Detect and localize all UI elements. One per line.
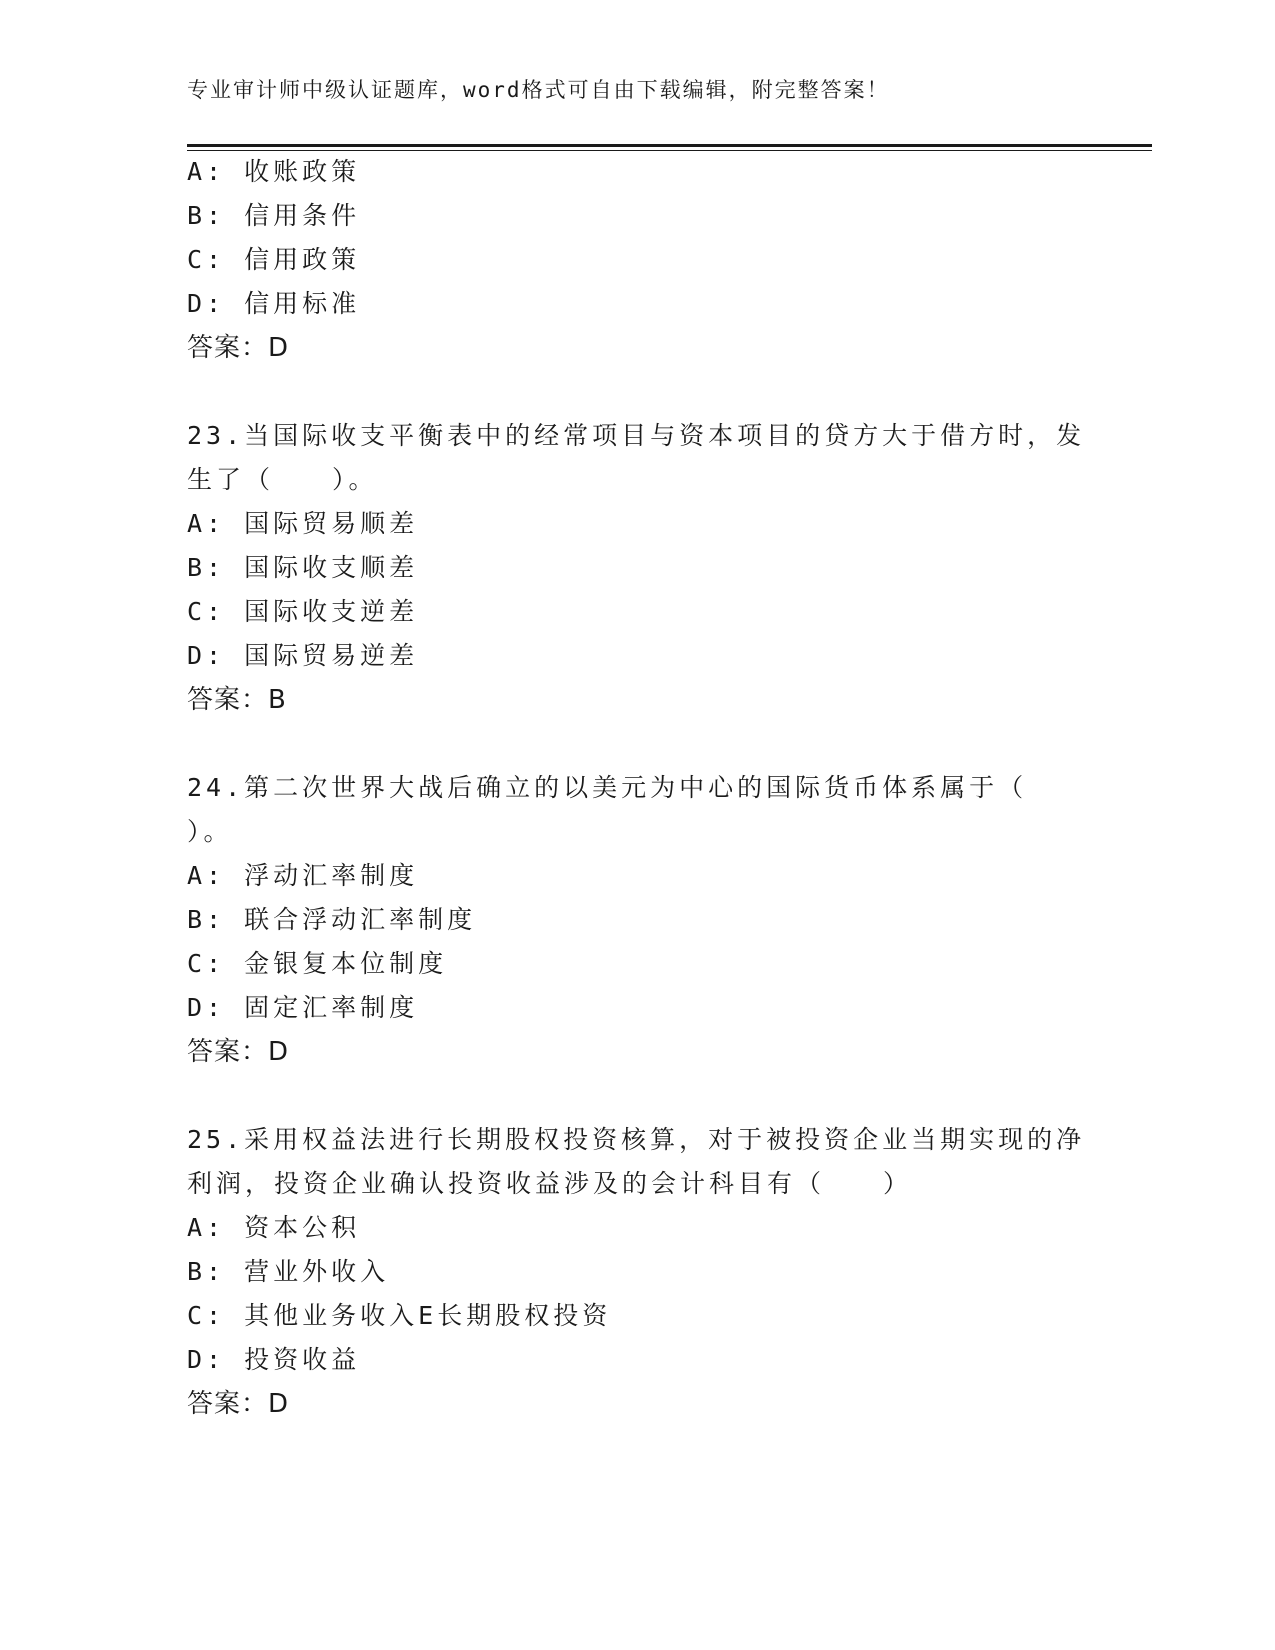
- question-23-line2: 生了（ ）。: [187, 465, 378, 494]
- question-23-line1: 23.当国际收支平衡表中的经常项目与资本项目的贷方大于借方时，发: [187, 421, 1086, 450]
- option-d: D: 国际贸易逆差: [187, 641, 419, 670]
- option-d: D: 投资收益: [187, 1345, 361, 1374]
- option-c: C: 其他业务收入E长期股权投资: [187, 1301, 612, 1330]
- question-24-line1: 24.第二次世界大战后确立的以美元为中心的国际货币体系属于（: [187, 773, 1028, 802]
- answer: 答案：D: [187, 333, 290, 363]
- answer: 答案：D: [187, 1389, 290, 1419]
- option-a: A: 国际贸易顺差: [187, 509, 419, 538]
- option-a: A: 浮动汇率制度: [187, 861, 419, 890]
- option-d: D: 固定汇率制度: [187, 993, 419, 1022]
- option-a: A: 收账政策: [187, 157, 361, 186]
- option-c: C: 金银复本位制度: [187, 949, 448, 978]
- question-25-line1: 25.采用权益法进行长期股权投资核算，对于被投资企业当期实现的净: [187, 1125, 1086, 1154]
- question-24-line2: ）。: [187, 817, 233, 846]
- option-c: C: 信用政策: [187, 245, 361, 274]
- option-d: D: 信用标准: [187, 289, 361, 318]
- option-a: A: 资本公积: [187, 1213, 361, 1242]
- header-rule-thick: [187, 144, 1152, 147]
- page-header: 专业审计师中级认证题库，word格式可自由下载编辑，附完整答案！: [187, 78, 890, 102]
- option-b: B: 联合浮动汇率制度: [187, 905, 477, 934]
- answer: 答案：D: [187, 1037, 290, 1067]
- question-25-line2: 利润，投资企业确认投资收益涉及的会计科目有（ ）: [187, 1169, 913, 1198]
- option-b: B: 国际收支顺差: [187, 553, 419, 582]
- answer: 答案：B: [187, 685, 287, 715]
- header-rule-thin: [187, 150, 1152, 151]
- option-b: B: 信用条件: [187, 201, 361, 230]
- option-c: C: 国际收支逆差: [187, 597, 419, 626]
- option-b: B: 营业外收入: [187, 1257, 390, 1286]
